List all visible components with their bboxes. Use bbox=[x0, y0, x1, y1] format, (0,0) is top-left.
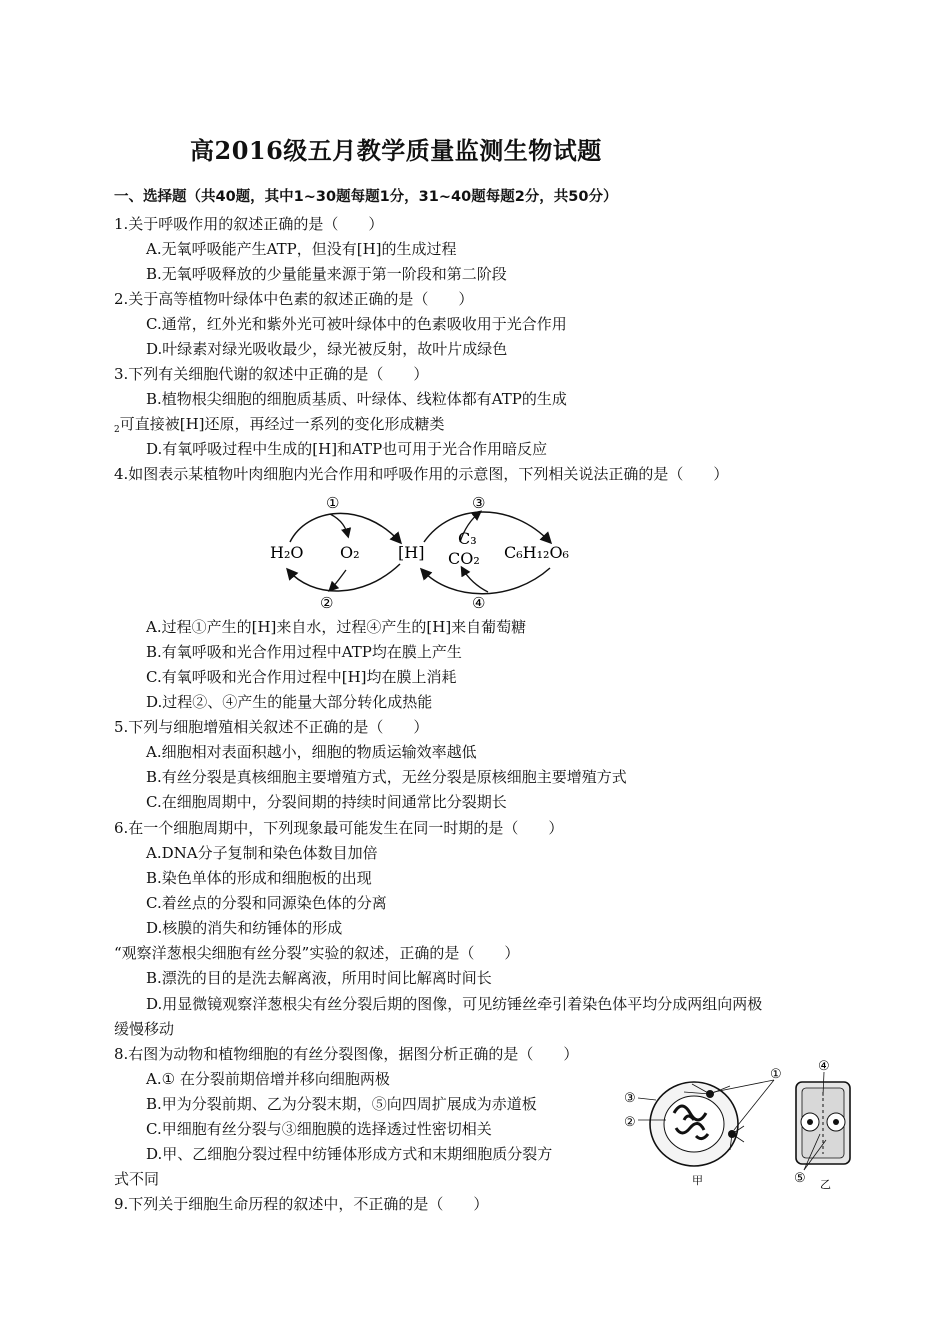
arrow-process-2 bbox=[288, 564, 400, 591]
question-6-option-a: A.DNA分子复制和染色体数目加倍 bbox=[146, 844, 378, 862]
question-4-stem: 4.如图表示某植物叶肉细胞内光合作用和呼吸作用的示意图，下列相关说法正确的是（ ） bbox=[114, 465, 729, 483]
label-c3: C₃ bbox=[458, 529, 477, 548]
label-yi: 乙 bbox=[820, 1178, 831, 1191]
label-co2: CO₂ bbox=[448, 549, 480, 568]
question-7-option-d: D.用显微镜观察洋葱根尖有丝分裂后期的图像，可见纺锤丝牵引着染色体平均分成两组向两极 bbox=[146, 995, 763, 1013]
question-4-option-a: A.过程①产生的[H]来自水，过程④产生的[H]来自葡萄糖 bbox=[146, 618, 527, 636]
arrow-process-3 bbox=[424, 512, 550, 542]
label-circle-2: ② bbox=[320, 594, 334, 612]
question-8-option-d-continued: 式不同 bbox=[114, 1170, 160, 1188]
question-3-fragment bbox=[114, 413, 445, 434]
question-8-stem: 8.右图为动物和植物细胞的有丝分裂图像，据图分析正确的是（ ） bbox=[114, 1045, 579, 1063]
question-1-option-b: B.无氧呼吸释放的少量能量来源于第一阶段和第二阶段 bbox=[146, 265, 507, 283]
fragment-text: 可直接被[H]还原，再经过一系列的变化形成糖类 bbox=[119, 415, 445, 433]
question-3-option-b: B.植物根尖细胞的细胞质基质、叶绿体、线粒体都有ATP的生成 bbox=[146, 390, 567, 408]
marker-3: ③ bbox=[624, 1091, 636, 1106]
question-8-option-b: B.甲为分裂前期、乙为分裂末期，⑤向四周扩展成为赤道板 bbox=[146, 1095, 537, 1113]
section-heading: 一、选择题（共40题，其中1~30题每题1分，31~40题每题2分，共50分） bbox=[114, 189, 618, 205]
label-circle-3: ③ bbox=[472, 494, 486, 512]
page-title: 高2016级五月教学质量监测生物试题 bbox=[190, 136, 602, 165]
label-h2o: H₂O bbox=[270, 543, 304, 562]
question-6-stem: 6.在一个细胞周期中，下列现象最可能发生在同一时期的是（ ） bbox=[114, 819, 564, 837]
question-2-option-c: C.通常，红外光和紫外光可被叶绿体中的色素吸收用于光合作用 bbox=[146, 315, 567, 333]
marker-5: ⑤ bbox=[794, 1171, 806, 1186]
label-glucose: C₆H₁₂O₆ bbox=[504, 543, 569, 562]
question-7-option-d-continued: 缓慢移动 bbox=[114, 1020, 175, 1038]
question-6-option-d: D.核膜的消失和纺锤体的形成 bbox=[146, 919, 343, 937]
question-7-option-b: B.漂洗的目的是洗去解离液，所用时间比解离时间长 bbox=[146, 969, 492, 987]
mitosis-cells-figure bbox=[624, 1058, 860, 1194]
question-8-option-c: C.甲细胞有丝分裂与③细胞膜的选择透过性密切相关 bbox=[146, 1120, 492, 1138]
question-5-option-c: C.在细胞周期中，分裂间期的持续时间通常比分裂期长 bbox=[146, 793, 507, 811]
question-2-option-d: D.叶绿素对绿光吸收最少，绿光被反射，故叶片成绿色 bbox=[146, 340, 508, 358]
question-6-option-b: B.染色单体的形成和细胞板的出现 bbox=[146, 869, 372, 887]
arrow-process-4 bbox=[422, 568, 550, 594]
question-8-option-a: A.① 在分裂前期倍增并移向细胞两极 bbox=[146, 1070, 390, 1088]
question-9-stem: 9.下列关于细胞生命历程的叙述中，不正确的是（ ） bbox=[114, 1195, 489, 1213]
arrow-o2-in bbox=[330, 570, 346, 590]
question-3-option-d: D.有氧呼吸过程中生成的[H]和ATP也可用于光合作用暗反应 bbox=[146, 440, 548, 458]
marker-1: ① bbox=[770, 1067, 782, 1082]
label-jia: 甲 bbox=[692, 1174, 703, 1187]
photosynthesis-respiration-diagram bbox=[262, 490, 582, 614]
question-1-stem: 1.关于呼吸作用的叙述正确的是（ ） bbox=[114, 215, 384, 233]
arrow-co2-out bbox=[462, 568, 488, 592]
question-4-option-c: C.有氧呼吸和光合作用过程中[H]均在膜上消耗 bbox=[146, 668, 457, 686]
label-circle-1: ① bbox=[326, 494, 340, 512]
plant-cell-yi bbox=[794, 1059, 850, 1191]
question-3-stem: 3.下列有关细胞代谢的叙述中正确的是（ ） bbox=[114, 365, 429, 383]
question-6-option-c: C.着丝点的分裂和同源染色体的分离 bbox=[146, 894, 387, 912]
question-4-option-d: D.过程②、④产生的能量大部分转化成热能 bbox=[146, 693, 433, 711]
question-1-option-a: A.无氧呼吸能产生ATP，但没有[H]的生成过程 bbox=[146, 240, 457, 258]
label-h: [H] bbox=[398, 543, 425, 562]
question-4-option-b: B.有氧呼吸和光合作用过程中ATP均在膜上产生 bbox=[146, 643, 462, 661]
question-5-stem: 5.下列与细胞增殖相关叙述不正确的是（ ） bbox=[114, 718, 429, 736]
question-5-option-a: A.细胞相对表面积越小，细胞的物质运输效率越低 bbox=[146, 743, 477, 761]
label-circle-4: ④ bbox=[472, 594, 486, 612]
question-7-stem: “观察洋葱根尖细胞有丝分裂”实验的叙述，正确的是（ ） bbox=[114, 944, 520, 962]
question-8-option-d: D.甲、乙细胞分裂过程中纺锤体形成方式和末期细胞质分裂方 bbox=[146, 1145, 553, 1163]
question-5-option-b: B.有丝分裂是真核细胞主要增殖方式，无丝分裂是原核细胞主要增殖方式 bbox=[146, 768, 627, 786]
animal-cell-jia bbox=[624, 1067, 782, 1187]
arrow-o2-branch bbox=[330, 514, 348, 536]
fragment-subscript: 2 bbox=[114, 425, 120, 435]
marker-4: ④ bbox=[818, 1059, 830, 1074]
marker-2: ② bbox=[624, 1115, 636, 1130]
label-o2: O₂ bbox=[340, 543, 360, 562]
question-2-stem: 2.关于高等植物叶绿体中色素的叙述正确的是（ ） bbox=[114, 290, 474, 308]
